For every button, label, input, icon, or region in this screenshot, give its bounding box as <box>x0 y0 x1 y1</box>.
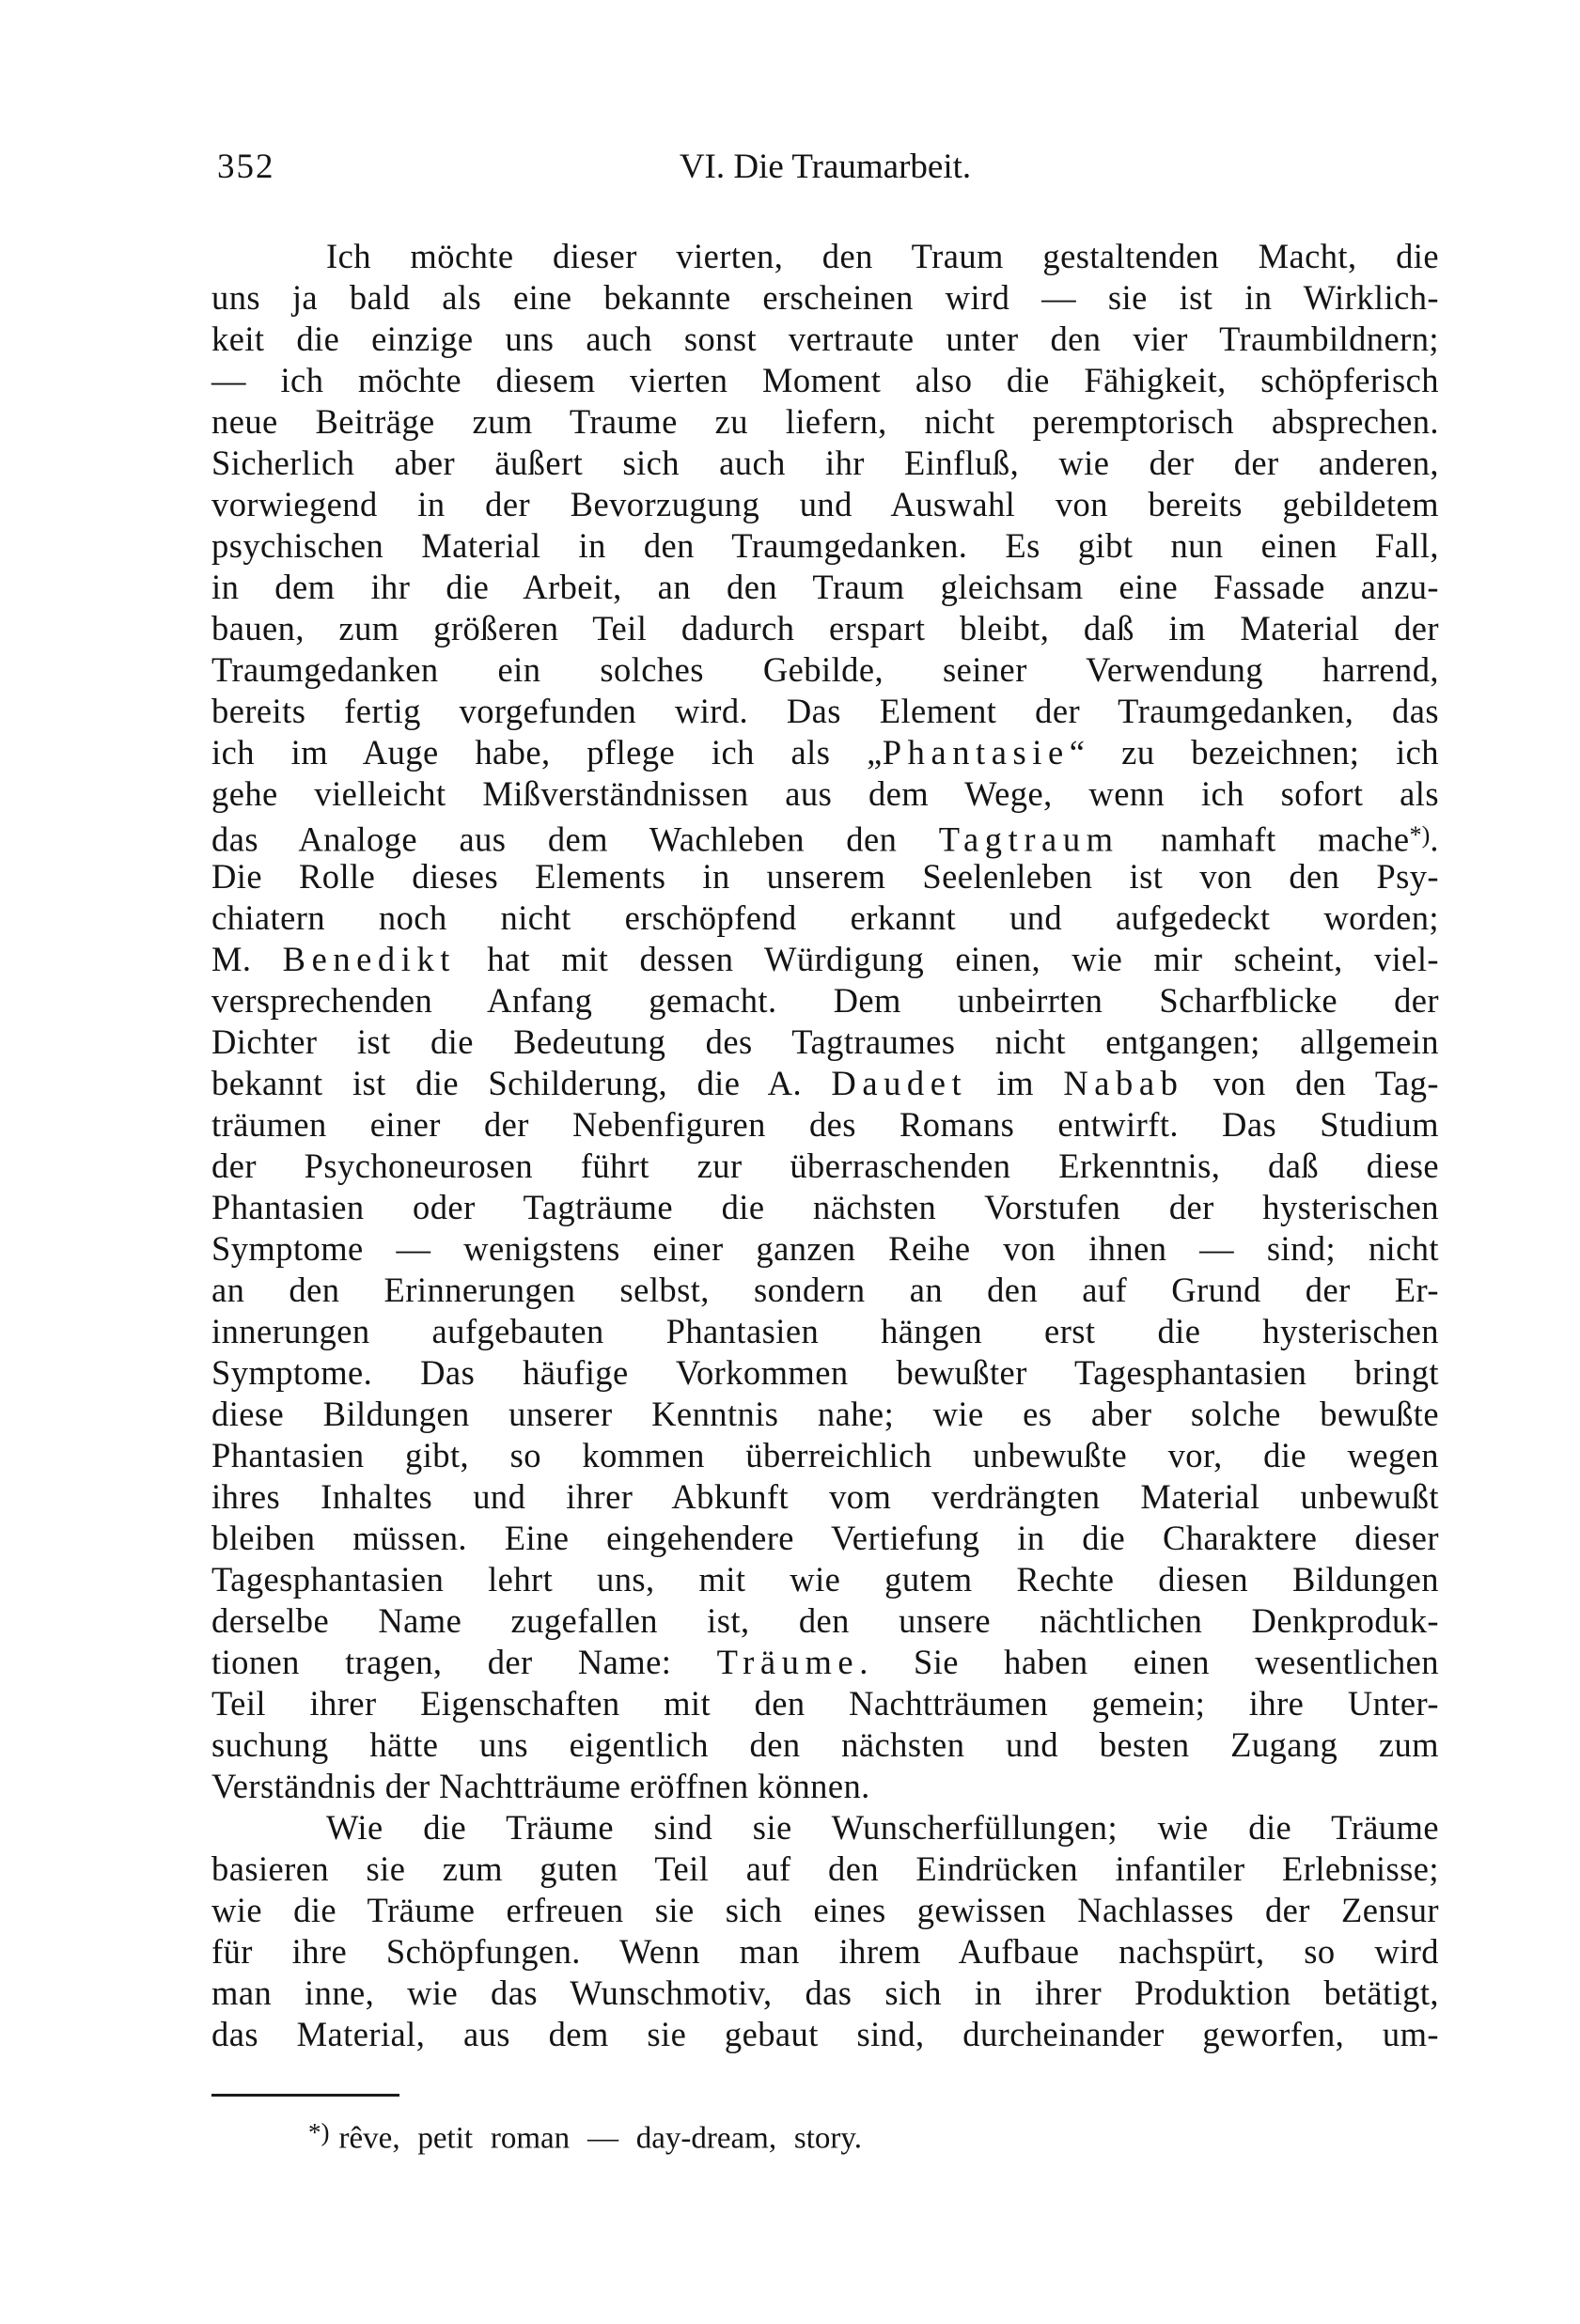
text-segment: ihres Inhaltes und ihrer Abkunft vom verdrängten Material unbewußt <box>211 1477 1439 1516</box>
text-segment: das Material, aus dem sie gebaut sind, durcheinander geworfen, um- <box>211 2015 1439 2053</box>
text-line <box>211 1559 1439 1600</box>
text-segment: Phantasien gibt, so kommen überreichlich unbewußte vor, die wegen <box>211 1436 1439 1474</box>
text-line <box>211 608 1439 649</box>
text-line <box>211 1724 1439 1766</box>
text-segment: M. <box>211 940 283 978</box>
text-line <box>211 1683 1439 1724</box>
text-line <box>211 1807 1439 1848</box>
text-line <box>211 649 1439 691</box>
text-segment: man inne, wie das Wunschmotiv, das sich in ihrer Produktion betätigt, <box>211 1973 1439 2012</box>
text-segment: — ich möchte diesem vierten Moment also die Fähigkeit, schöpferisch <box>211 361 1439 399</box>
text-segment: in dem ihr die Arbeit, an den Traum gleichsam eine Fassade anzu- <box>211 568 1439 606</box>
text-line <box>211 691 1439 732</box>
text-segment: bleiben müssen. Eine eingehendere Vertiefung in die Charaktere dieser <box>211 1519 1439 1557</box>
text-line <box>211 1476 1439 1518</box>
text-segment: das Analoge aus dem Wachleben den <box>211 819 939 859</box>
text-line <box>211 1352 1439 1394</box>
text-segment: Phantasien oder Tagträume die nächsten Vorstufen der hysterischen <box>211 1188 1439 1226</box>
text-segment: hat mit dessen Würdigung einen, wie mir scheint, viel- <box>456 940 1439 978</box>
text-line <box>211 939 1439 980</box>
text-segment: im <box>967 1064 1064 1102</box>
text-line <box>211 1063 1439 1104</box>
text-segment: Dichter ist die Bedeutung des Tagtraumes nicht entgangen; allgemein <box>211 1022 1439 1061</box>
text-line <box>211 1642 1439 1683</box>
text-segment: derselbe Name zugefallen ist, den unsere nächtlichen Denkproduk- <box>211 1601 1439 1640</box>
text-line <box>211 980 1439 1022</box>
text-segment: Teil ihrer Eigenschaften mit den Nachtträumen gemein; ihre Unter- <box>211 1684 1439 1723</box>
text-line <box>211 1890 1439 1931</box>
page-header <box>211 147 1439 192</box>
text-line <box>211 1435 1439 1476</box>
text-segment: Wie die Träume sind sie Wunscherfüllungen; wie die Träume <box>326 1808 1439 1847</box>
text-segment: ich im Auge habe, pflege ich als „ <box>211 733 883 772</box>
text-line <box>211 236 1439 277</box>
text-segment: Sicherlich aber äußert sich auch ihr Einfluß, wie der der anderen, <box>211 444 1439 482</box>
text-segment: basieren sie zum guten Teil auf den Eindrücken infantiler Erlebnisse; <box>211 1849 1439 1888</box>
text-line <box>211 2014 1439 2055</box>
text-line <box>211 525 1439 567</box>
text-line <box>211 360 1439 401</box>
text-segment: Traumgedanken ein solches Gebilde, seiner Verwendung harrend, <box>211 650 1439 689</box>
text-segment: innerungen aufgebauten Phantasien hängen erst die hysterischen <box>211 1312 1439 1350</box>
text-line <box>211 443 1439 484</box>
text-line <box>211 567 1439 608</box>
text-segment: Tagesphantasien lehrt uns, mit wie gutem Rechte diesen Bildungen <box>211 1560 1439 1599</box>
text-line <box>211 319 1439 360</box>
text-line <box>211 1394 1439 1435</box>
text-segment: bauen, zum größeren Teil dadurch erspart bleibt, daß im Material der <box>211 609 1439 647</box>
text-line <box>211 1270 1439 1311</box>
footnote <box>308 2118 1436 2157</box>
text-segment: suchung hätte uns eigentlich den nächsten und besten Zugang zum <box>211 1725 1439 1764</box>
footnote-marker: *) <box>308 2118 330 2146</box>
text-segment: . <box>1430 819 1439 859</box>
text-segment: Ich möchte dieser vierten, den Traum gestaltenden Macht, die <box>326 237 1439 275</box>
text-segment: diese Bildungen unserer Kenntnis nahe; wie es aber solche bewußte <box>211 1395 1439 1433</box>
text-segment: vorwiegend in der Bevorzugung und Auswahl von bereits gebildetem <box>211 485 1439 523</box>
text-segment: neue Beiträge zum Traume zu liefern, nicht peremptorisch absprechen. <box>211 402 1439 441</box>
spaced-word: Benedikt <box>282 940 456 978</box>
footnote-separator <box>211 2094 399 2097</box>
text-segment: . Sie haben einen wesentlichen <box>859 1643 1439 1681</box>
text-segment: bereits fertig vorgefunden wird. Das Element der Traumgedanken, das <box>211 692 1439 730</box>
text-segment: tionen tragen, der Name: <box>211 1643 717 1681</box>
spaced-word: Nabab <box>1063 1064 1184 1102</box>
text-line <box>211 1600 1439 1642</box>
text-line <box>211 1973 1439 2014</box>
spaced-word: Daudet <box>831 1064 968 1102</box>
text-line <box>211 1518 1439 1559</box>
text-segment: uns ja bald als eine bekannte erscheinen wird — sie ist in Wirklich- <box>211 278 1439 317</box>
text-segment: Symptome — wenigstens einer ganzen Reihe von ihnen — sind; nicht <box>211 1229 1439 1268</box>
text-line <box>211 815 1439 859</box>
text-segment: für ihre Schöpfungen. Wenn man ihrem Aufbaue nachspürt, so wird <box>211 1932 1439 1971</box>
text-line <box>211 401 1439 443</box>
text-line <box>211 1311 1439 1352</box>
text-line <box>211 773 1439 815</box>
text-line <box>211 856 1439 897</box>
text-line <box>211 1022 1439 1063</box>
text-line <box>211 1187 1439 1228</box>
text-line <box>211 1766 1439 1807</box>
text-line <box>211 1931 1439 1973</box>
text-segment: der Psychoneurosen führt zur überraschenden Erkenntnis, daß diese <box>211 1146 1439 1185</box>
body-text <box>211 236 1439 2055</box>
footnote-reference: *) <box>1409 821 1431 849</box>
text-segment: gehe vielleicht Mißverständnissen aus dem Wege, wenn ich sofort als <box>211 774 1439 813</box>
text-segment: psychischen Material in den Traumgedanken. Es gibt nun einen Fall, <box>211 526 1439 565</box>
text-line <box>211 1146 1439 1187</box>
text-line <box>211 484 1439 525</box>
text-segment: chiatern noch nicht erschöpfend erkannt und aufgedeckt worden; <box>211 898 1439 937</box>
text-segment: Symptome. Das häufige Vorkommen bewußter Tagesphantasien bringt <box>211 1353 1439 1392</box>
text-segment: keit die einzige uns auch sonst vertraute unter den vier Traumbildnern; <box>211 320 1439 358</box>
text-segment: versprechenden Anfang gemacht. Dem unbeirrten Scharfblicke der <box>211 981 1439 1020</box>
footnote-text: rêve, petit roman — day-dream, story. <box>338 2121 863 2156</box>
text-line <box>211 897 1439 939</box>
text-line <box>211 732 1439 773</box>
spaced-word: Träume <box>716 1643 860 1681</box>
text-line <box>211 277 1439 319</box>
text-segment: bekannt ist die Schilderung, die A. <box>211 1064 832 1102</box>
page-number: 352 <box>217 148 275 186</box>
text-segment: Verständnis der Nachtträume eröffnen können. <box>211 1767 870 1805</box>
spaced-word: Phantasie <box>882 733 1070 772</box>
text-line <box>211 1228 1439 1270</box>
spaced-word: Tagtraum <box>938 819 1119 859</box>
text-segment: träumen einer der Nebenfiguren des Romans entwirft. Das Studium <box>211 1105 1439 1144</box>
text-segment: “ zu bezeichnen; ich <box>1069 733 1439 772</box>
text-line <box>211 1848 1439 1890</box>
text-line <box>211 1104 1439 1146</box>
text-segment: an den Erinnerungen selbst, sondern an den auf Grund der Er- <box>211 1271 1439 1309</box>
text-segment: Die Rolle dieses Elements in unserem Seelenleben ist von den Psy- <box>211 857 1439 896</box>
text-segment: von den Tag- <box>1183 1064 1439 1102</box>
running-head: VI. Die Traumarbeit. <box>679 148 972 186</box>
text-segment: wie die Träume erfreuen sie sich eines gewissen Nachlasses der Zensur <box>211 1891 1439 1929</box>
text-segment: namhaft mache <box>1119 819 1410 859</box>
